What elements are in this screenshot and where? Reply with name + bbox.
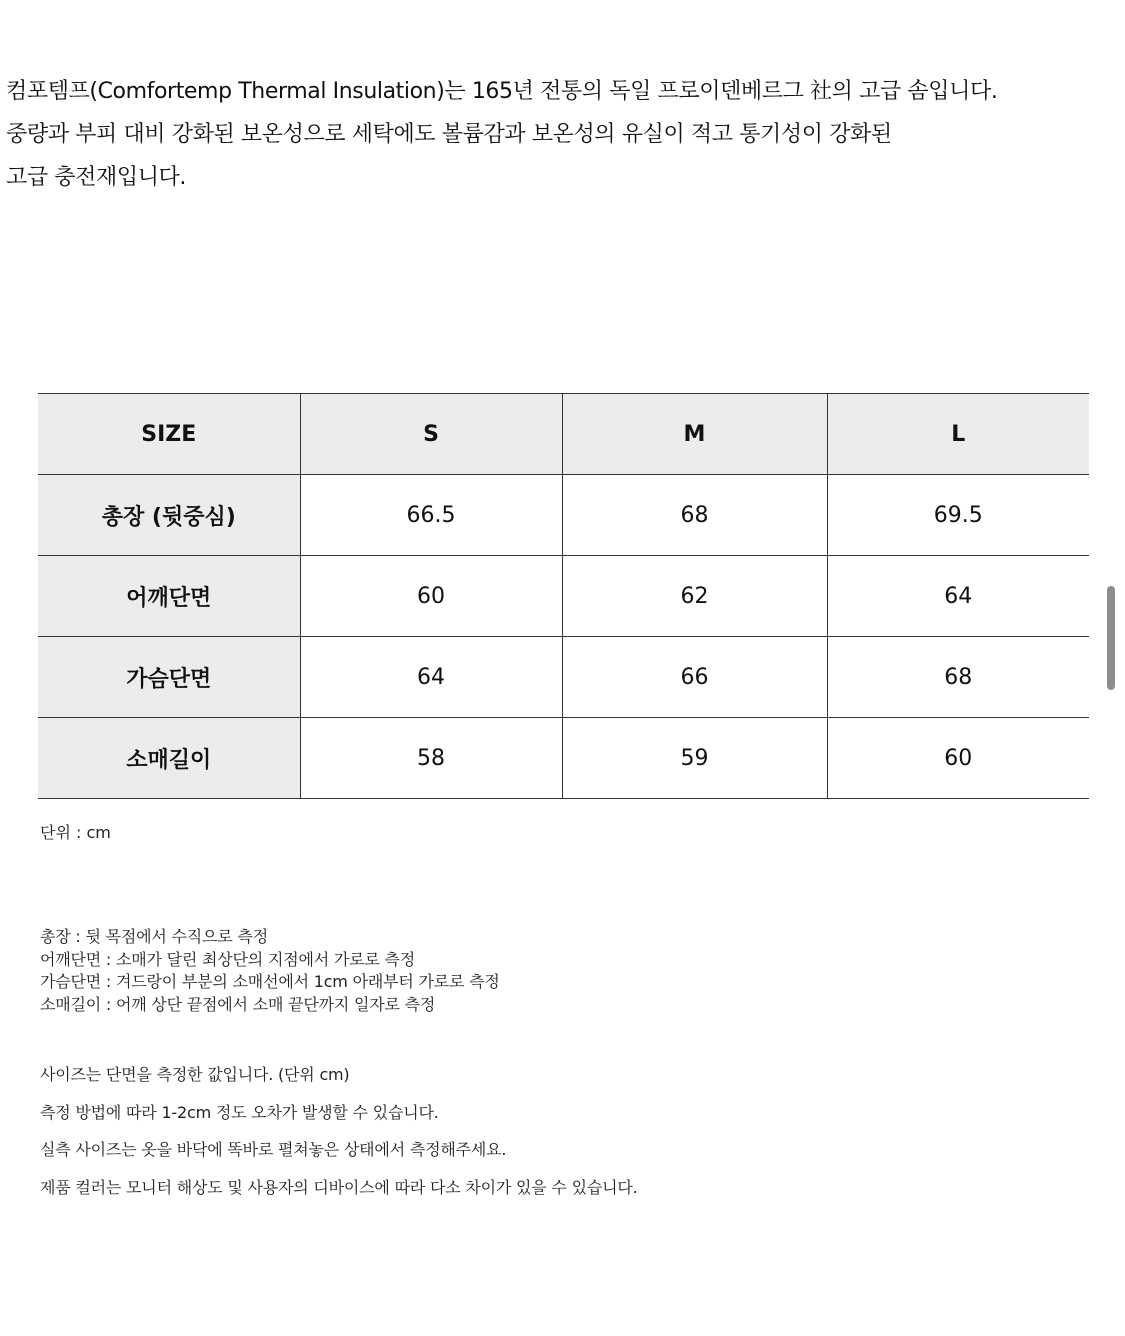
cell-value: 58 [300, 718, 562, 799]
table-header-row [38, 394, 1089, 475]
measurement-notes [40, 926, 500, 1016]
cell-value: 64 [300, 637, 562, 718]
description-line: 고급 충전재입니다. [6, 165, 187, 190]
info-note: 실측 사이즈는 옷을 바닥에 똑바로 펼쳐놓은 상태에서 측정해주세요. [40, 1140, 507, 1159]
header-s: S [300, 394, 562, 475]
cell-value: 59 [562, 718, 827, 799]
row-label: 소매길이 [38, 718, 300, 799]
scrollbar-thumb[interactable] [1107, 586, 1115, 690]
cell-value: 68 [827, 637, 1089, 718]
info-note: 측정 방법에 따라 1-2cm 정도 오차가 발생할 수 있습니다. [40, 1102, 439, 1122]
row-label: 어깨단면 [38, 556, 300, 637]
row-label: 총장 (뒷중심) [38, 475, 300, 556]
header-size: SIZE [38, 394, 300, 475]
measurement-note: 소매길이 : 어깨 상단 끝점에서 소매 끝단까지 일자로 측정 [40, 994, 436, 1014]
cell-value: 68 [562, 475, 827, 556]
row-label: 가슴단면 [38, 637, 300, 718]
cell-value: 60 [300, 556, 562, 637]
info-note: 사이즈는 단면을 측정한 값입니다. (단위 cm) [40, 1065, 350, 1084]
cell-value: 66.5 [300, 475, 562, 556]
size-info-notes [40, 1056, 637, 1206]
measurement-note: 어깨단면 : 소매가 달린 최상단의 지점에서 가로로 측정 [40, 949, 416, 969]
table-row [38, 718, 1089, 799]
table-row [38, 475, 1089, 556]
header-l: L [827, 394, 1089, 475]
measurement-note: 총장 : 뒷 목점에서 수직으로 측정 [40, 927, 268, 946]
cell-value: 66 [562, 637, 827, 718]
table-row [38, 637, 1089, 718]
size-chart-table [38, 393, 1089, 799]
product-description [6, 70, 1086, 199]
info-note: 제품 컬러는 모니터 해상도 및 사용자의 디바이스에 따라 다소 차이가 있을 수 있습니다. [40, 1177, 638, 1197]
measurement-note: 가슴단면 : 겨드랑이 부분의 소매선에서 1cm 아래부터 가로로 측정 [40, 972, 500, 991]
description-line: 컴포템프(Comfortemp Thermal Insulation)는 165년 전통의 독일 프로이덴베르그 社의 고급 솜입니다. [6, 79, 998, 104]
table-row [38, 556, 1089, 637]
cell-value: 69.5 [827, 475, 1089, 556]
header-m: M [562, 394, 827, 475]
cell-value: 60 [827, 718, 1089, 799]
cell-value: 64 [827, 556, 1089, 637]
unit-label: 단위 : cm [40, 823, 111, 842]
cell-value: 62 [562, 556, 827, 637]
description-line: 중량과 부피 대비 강화된 보온성으로 세탁에도 볼륨감과 보온성의 유실이 적고 통기성이 강화된 [6, 122, 892, 147]
